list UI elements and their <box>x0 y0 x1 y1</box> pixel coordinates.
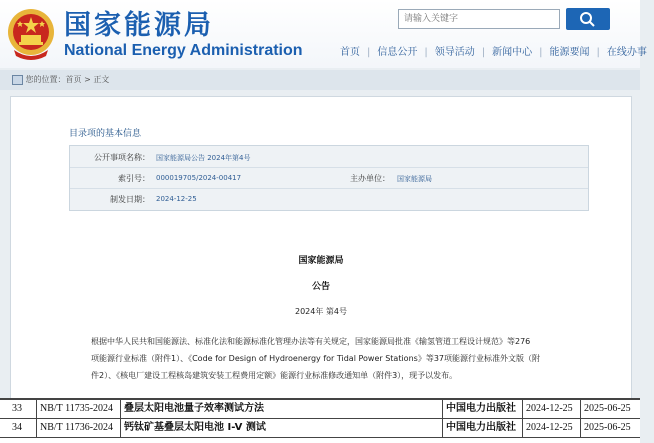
national-emblem-icon <box>6 6 56 62</box>
table-divider <box>70 167 588 168</box>
breadcrumb <box>0 70 640 90</box>
cell-issue-date: 2024-12-25 <box>522 400 580 418</box>
catalog-label-index: 索引号： <box>118 174 150 183</box>
announcement-number: 2024年 第4号 <box>295 307 347 316</box>
breadcrumb-item-current: 正文 <box>93 75 110 84</box>
site-title-english[interactable]: National Energy Administration <box>64 42 303 59</box>
search-input[interactable] <box>398 9 560 29</box>
standards-table <box>0 398 640 443</box>
table-divider <box>70 188 588 189</box>
search-icon <box>566 8 610 30</box>
nav-divider: | <box>539 47 543 58</box>
cell-effective-date: 2025-06-25 <box>580 419 640 437</box>
cell-name: 钙钛矿基叠层太阳电池 I-V 测试 <box>120 419 442 437</box>
catalog-value-title: 国家能源局公告 2024年第4号 <box>156 154 251 162</box>
cell-issue-date: 2024-12-25 <box>522 419 580 437</box>
breadcrumb-label: 您的位置： <box>25 75 66 84</box>
announcement-org: 国家能源局 <box>298 256 344 266</box>
breadcrumb-item-home[interactable]: 首页 <box>65 75 82 84</box>
catalog-value-date: 2024-12-25 <box>156 195 197 203</box>
cell-code: NB/T 11735-2024 <box>36 400 120 418</box>
main-nav <box>340 43 647 61</box>
table-row <box>0 400 640 419</box>
nav-divider: | <box>424 47 428 58</box>
nav-divider: | <box>481 47 486 58</box>
catalog-section-title: 目录项的基本信息 <box>69 129 142 139</box>
cell-code: NB/T 11736-2024 <box>36 419 120 437</box>
table-row <box>0 419 640 438</box>
cell-effective-date: 2025-06-25 <box>580 400 640 418</box>
announcement-title: 公告 <box>311 282 330 292</box>
nav-info-disclosure[interactable]: 信息公开 <box>377 47 418 58</box>
nav-online-services[interactable]: 在线办事 <box>606 47 647 58</box>
home-icon <box>12 75 23 85</box>
nav-energy-news[interactable]: 能源要闻 <box>549 47 590 58</box>
catalog-info-table <box>69 145 589 211</box>
body-line: 根据中华人民共和国能源法、标准化法和能源标准化管理办法等有关规定，国家能源局批准《输氢管道工程设计规范》等276 <box>91 337 531 346</box>
catalog-label-date: 制发日期： <box>110 195 150 204</box>
cell-number: 34 <box>12 422 22 433</box>
article-content <box>10 96 632 443</box>
search-button[interactable] <box>566 8 610 30</box>
catalog-value-index: 000019705/2024-00417 <box>156 174 242 182</box>
nav-home[interactable]: 首页 <box>340 47 360 58</box>
site-header <box>0 0 647 68</box>
nav-leader-activities[interactable]: 领导活动 <box>434 47 475 58</box>
announcement-body <box>91 333 591 384</box>
body-line: 项能源行业标准（附件1）、《Code for Design of Hydroenergy for Tidal Power Stations》等37项能源行业标准外文版（附 <box>91 354 540 363</box>
catalog-label-host: 主办单位： <box>350 174 390 183</box>
catalog-value-host: 国家能源局 <box>397 175 432 183</box>
nav-news-center[interactable]: 新闻中心 <box>492 47 533 58</box>
nav-divider: | <box>596 47 600 58</box>
cell-number: 33 <box>12 403 22 414</box>
cell-publisher: 中国电力出版社 <box>442 400 522 418</box>
cell-publisher: 中国电力出版社 <box>442 419 522 437</box>
cell-name: 叠层太阳电池量子效率测试方法 <box>120 400 442 418</box>
catalog-label-title: 公开事项名称： <box>94 153 150 162</box>
site-title[interactable]: 国家能源局 <box>64 10 214 41</box>
nav-divider: | <box>367 47 371 58</box>
body-line: 件2）、《核电厂建设工程核岛建筑安装工程费用定额》能源行业标准修改通知单（附件3），现予以发布。 <box>91 371 458 380</box>
breadcrumb-separator: > <box>84 75 91 84</box>
